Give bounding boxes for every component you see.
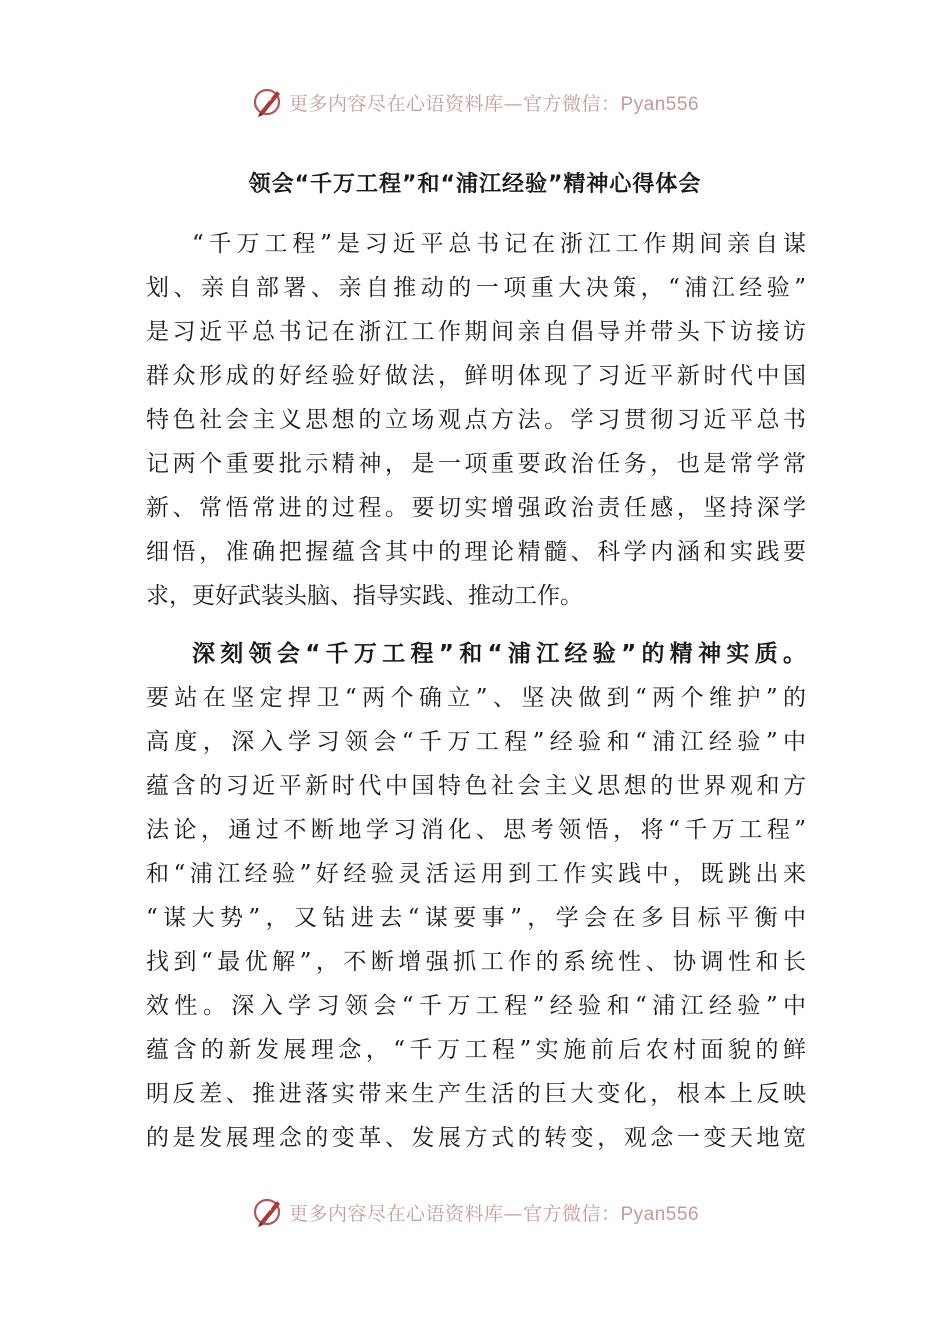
paragraph-line: 新、常悟常进的过程。要切实增强政治责任感，坚持深学 xyxy=(146,495,806,521)
paragraph-line: 蕴含的习近平新时代中国特色社会主义思想的世界观和方 xyxy=(146,773,806,799)
paragraph-line: 明反差、推进落实带来生产生活的巨大变化，根本上反映 xyxy=(146,1081,806,1107)
paragraph-line: 是习近平总书记在浙江工作期间亲自倡导并带头下访接访 xyxy=(146,319,806,345)
paragraph-line: 法论，通过不断地学习消化、思考领悟，将“千万工程” xyxy=(146,817,806,843)
wechat-id: Pyan556 xyxy=(620,93,700,115)
paragraph-1 xyxy=(146,222,806,618)
section-heading: 深刻领会“千万工程”和“浦江经验”的精神实质。 xyxy=(192,641,806,667)
paragraph-line: 记两个重要批示精神，是一项重要政治任务，也是常学常 xyxy=(146,451,806,477)
paragraph-line: 找到“最优解”，不断增强抓工作的系统性、协调性和长 xyxy=(146,949,806,975)
watermark-text: 更多内容尽在心语资料库—官方微信：Pyan556 xyxy=(288,1202,700,1225)
pen-logo-icon xyxy=(251,85,285,119)
paragraph-line: 高度，深入学习领会“千万工程”经验和“浦江经验”中 xyxy=(146,729,806,755)
paragraph-line: 求，更好武装头脑、指导实践、推动工作。 xyxy=(146,583,583,609)
paragraph-line: “谋大势”，又钻进去“谋要事”，学会在多目标平衡中 xyxy=(146,905,806,931)
document-title: 领会“千万工程”和“浦江经验”精神心得体会 xyxy=(248,172,702,197)
watermark-text: 更多内容尽在心语资料库—官方微信：Pyan556 xyxy=(288,92,700,115)
paragraph-line: 效性。深入学习领会“千万工程”经验和“浦江经验”中 xyxy=(146,993,806,1019)
paragraph-line: 特色社会主义思想的立场观点方法。学习贯彻习近平总书 xyxy=(146,407,806,433)
paragraph-2 xyxy=(146,632,806,1160)
paragraph-line: 要站在坚定捍卫“两个确立”、坚决做到“两个维护”的 xyxy=(146,685,806,711)
paragraph-line: “千万工程”是习近平总书记在浙江工作期间亲自谋 xyxy=(192,231,806,257)
paragraph-line: 划、亲自部署、亲自推动的一项重大决策，“浦江经验” xyxy=(146,275,806,301)
paragraph-line: 细悟，准确把握蕴含其中的理论精髓、科学内涵和实践要 xyxy=(146,539,806,565)
paragraph-line: 蕴含的新发展理念，“千万工程”实施前后农村面貌的鲜 xyxy=(146,1037,806,1063)
footer-watermark-banner xyxy=(0,1192,950,1232)
section-heading-line xyxy=(146,632,806,676)
wechat-id: Pyan556 xyxy=(620,1203,700,1225)
paragraph-line: 群众形成的好经验好做法，鲜明体现了习近平新时代中国 xyxy=(146,363,806,389)
header-watermark-banner xyxy=(0,82,950,122)
paragraph-line: 和“浦江经验”好经验灵活运用到工作实践中，既跳出来 xyxy=(146,861,806,887)
paragraph-line: 的是发展理念的变革、发展方式的转变，观念一变天地宽 xyxy=(146,1125,806,1151)
pen-logo-icon xyxy=(251,1195,285,1229)
